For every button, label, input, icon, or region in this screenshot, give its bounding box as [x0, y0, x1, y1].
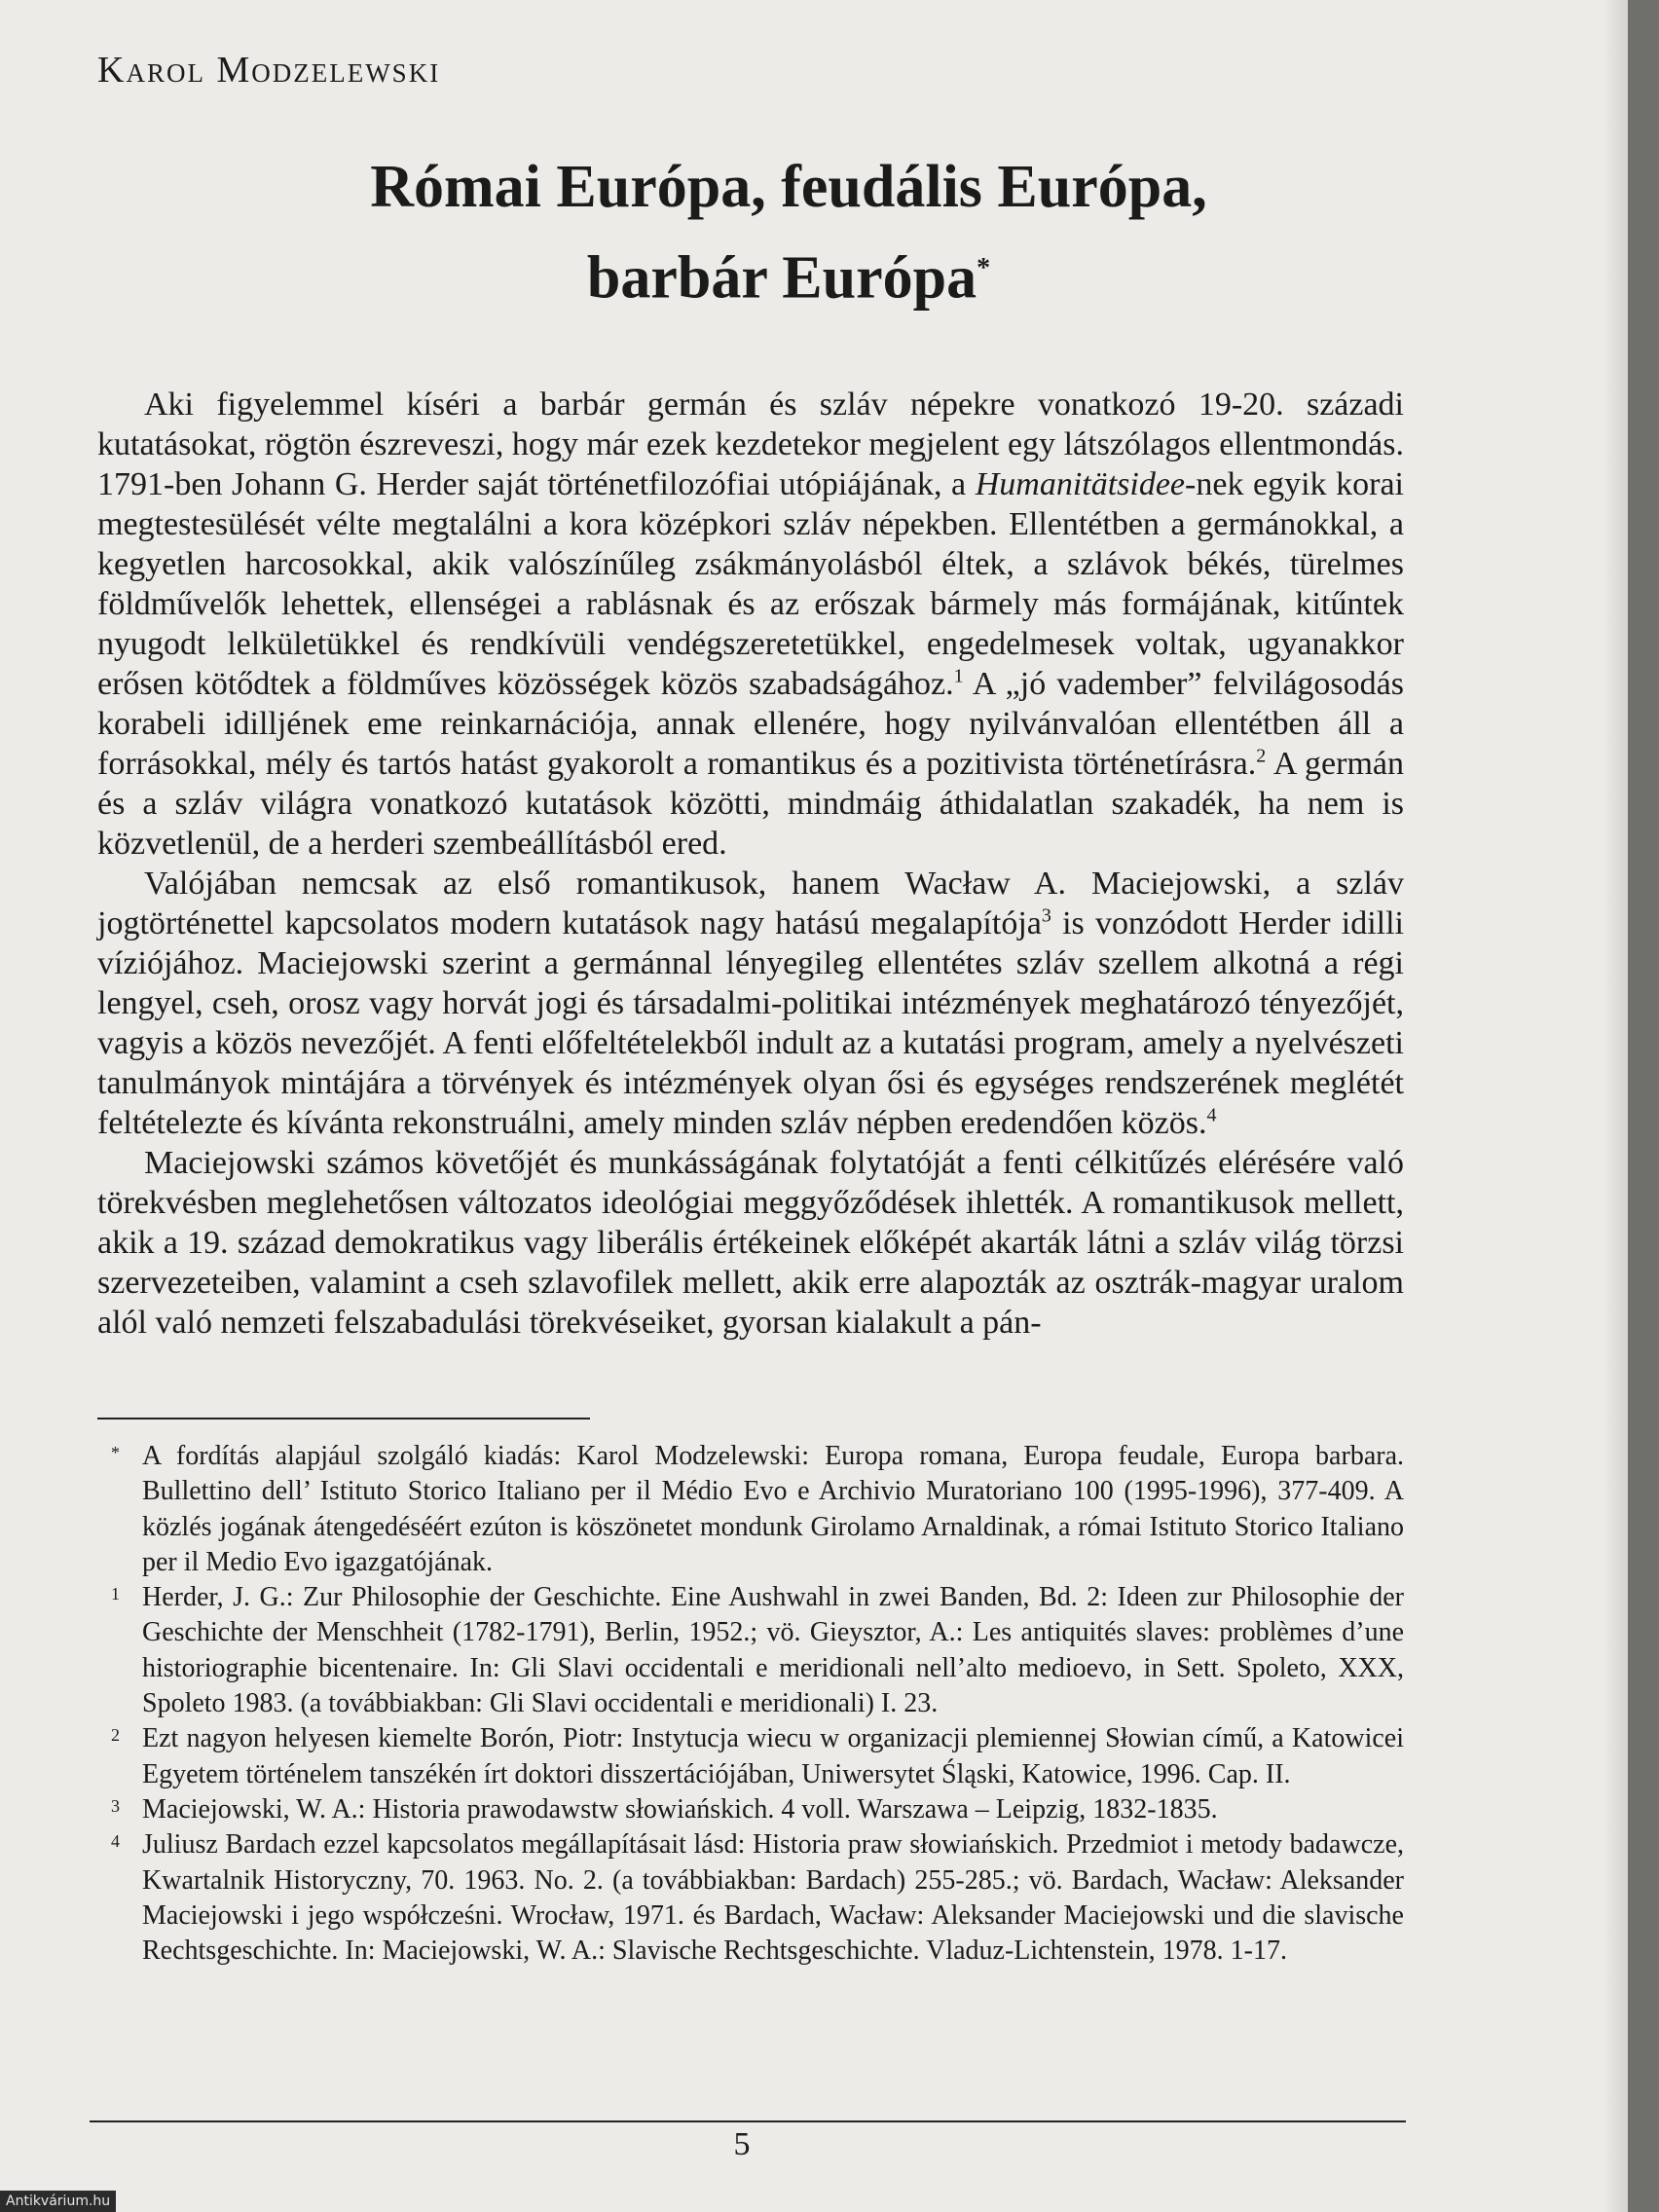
page-bottom-rule [90, 2120, 1406, 2122]
title-line-1: Római Európa, feudális Európa, [370, 154, 1207, 220]
footnote-item [97, 1721, 1404, 1792]
footnote-ref-4[interactable]: 4 [1206, 1104, 1217, 1126]
article-body [97, 385, 1404, 1343]
footnote-item [97, 1792, 1404, 1827]
footnote-separator [97, 1418, 590, 1419]
footnote-mark: 4 [111, 1831, 120, 1852]
article-title [97, 146, 1480, 319]
footnote-ref-3[interactable]: 3 [1041, 904, 1051, 927]
footnote-ref-1[interactable]: 1 [953, 665, 964, 687]
footnote-item [97, 1827, 1404, 1969]
footnote-text: Juliusz Bardach ezzel kapcsolatos megállapításait lásd: Historia praw słowiańskich. Przedmiot i metody badawcze, Kwartalnik Historyczny, 70. 1963. No. 2. (a továbbiakban: Bardach) 255-285.; vö. Bardach, Wacław: Aleksander Maciejowski i jego współcześni. Wrocław, 1971. és Bardach, Wacław: Aleksander Maciejowski und die slavische Rechtsgeschichte. In: Maciejowski, W. A.: Slavische Rechtsgeschichte. Vladuz-Lichtenstein, 1978. 1-17. [142, 1829, 1404, 1967]
footnotes-list [97, 1439, 1404, 1969]
footnote-mark: * [111, 1443, 120, 1462]
page-number: 5 [733, 2126, 751, 2162]
footnote-mark: 3 [111, 1795, 120, 1816]
footnote-mark: 2 [111, 1725, 120, 1746]
footnote-item [97, 1580, 1404, 1721]
paragraph-2: Valójában nemcsak az első romantikusok, hanem Wacław A. Maciejowski, a szláv jogtörténettel kapcsolatos modern kutatások nagy hatású megalapítója$^3$ is vonzódott Herder idilli víziójához. Maciejowski szerint a germánnal lényegileg ellentétes szláv szellem alkotná a régi lengyel, cseh, orosz vagy horvát jogi és társadalmi-politikai intézmények meghatározó tényezőjét, vagyis a közös nevezőjét. A fenti előfeltételekből indult az a kutatási program, amely a nyelvészeti tanulmányok mintájára a törvények és intézmények olyan ősi és egységes rendszerének meglétét feltételezte és kívánta rekonstruálni, amely minden szláv népben eredendően közös.$^4$ [97, 866, 1404, 1141]
footnote-mark: 1 [111, 1584, 120, 1604]
watermark: Antikvárium.hu [0, 2191, 116, 2212]
footnote-item [97, 1439, 1404, 1580]
paragraph-3: Maciejowski számos követőjét és munkásságának folytatóját a fenti célkitűzés elérésére való törekvésben meglehetősen változatos ideológiai meggyőződések ihlették. A romantikusok mellett, akik a 19. század demokratikus vagy liberális értékeinek előképét akarták látni a szláv világ törzsi szervezeteiben, valamint a cseh szlavofilek mellett, akik erre alapozták az osztrák-magyar uralom alól való nemzeti felszabadulási törekvéseiket, gyorsan kialakult a pán- [97, 1145, 1404, 1341]
footnote-ref-2[interactable]: 2 [1256, 745, 1267, 767]
title-line-2: barbár Európa [586, 244, 977, 312]
title-footnote-mark: * [977, 253, 991, 283]
footnote-text: Maciejowski, W. A.: Historia prawodawstw słowiańskich. 4 voll. Warszawa – Leipzig, 1832-1835. [142, 1793, 1218, 1825]
paragraph-1: Aki figyelemmel kíséri a barbár germán és szláv népekre vonatkozó 19-20. századi kutatásokat, rögtön észreveszi, hogy már ezek kezdetekor megjelent egy látszólagos ellentmondás. 1791-ben Johann G. Herder saját történetfilozófiai utópiájának, a Humanitätsidee-nek egyik korai megtestesülését vélte megtalálni a kora középkori szláv népekben. Ellentétben a germánokkal, a kegyetlen harcosokkal, akik valószínűleg zsákmányolásból éltek, a szlávok békés, türelmes földművelők lehettek, ellenségei a rablásnak és az erőszak bármely más formájának, kitűntek nyugodt lelkületükkel és rendkívüli vendégszeretetükkel, engedelmesek voltak, ugyanakkor erősen kötődtek a földműves közösségek közös szabadságához.$^1$ A „jó vadember” felvilágosodás korabeli idilljének eme reinkarnációja, annak ellenére, hogy nyilvánvalóan ellentétben áll a forrásokkal, mély és tartós hatást gyakorolt a romantikus és a pozitivista történetírásra.$^2$ A germán és a szláv világra vonatkozó kutatások közötti, mindmáig áthidalatlan szakadék, ha nem is közvetlenül, de a herderi szembeállításból ered. [97, 387, 1404, 862]
footnote-text: A fordítás alapjául szolgáló kiadás: Karol Modzelewski: Europa romana, Europa feudale, Europa barbara. Bullettino dell’ Istituto Storico Italiano per il Médio Evo e Archivio Muratoriano 100 (1995-1996), 377-409. A közlés jogának átengedéséért ezúton is köszönetet mondunk Girolamo Arnaldinak, a római Istituto Storico Italiano per il Medio Evo igazgatójának. [142, 1441, 1404, 1577]
author-name: Karol Modzelewski [97, 50, 441, 91]
humanitatsidee-term: Humanitätsidee [975, 466, 1186, 502]
footnote-text: Herder, J. G.: Zur Philosophie der Geschichte. Eine Aushwahl in zwei Banden, Bd. 2: Ideen zur Philosophie der Geschichte der Menschheit (1782-1791), Berlin, 1952.; vö. Gieysztor, A.: Les antiquités slaves: problèmes d’une historiographie bicentenaire. In: Gli Slavi occidentali e meridionali nell’alto medioevo, in Sett. Spoleto, XXX, Spoleto 1983. (a továbbiakban: Gli Slavi occidentali e meridionali) I. 23. [142, 1582, 1404, 1719]
footnote-text: Ezt nagyon helyesen kiemelte Borón, Piotr: Instytucja wiecu w organizacji plemiennej Słowian című, a Katowicei Egyetem történelem tanszékén írt doktori disszertációjában, Uniwersytet Śląski, Katowice, 1996. Cap. II. [142, 1723, 1404, 1789]
